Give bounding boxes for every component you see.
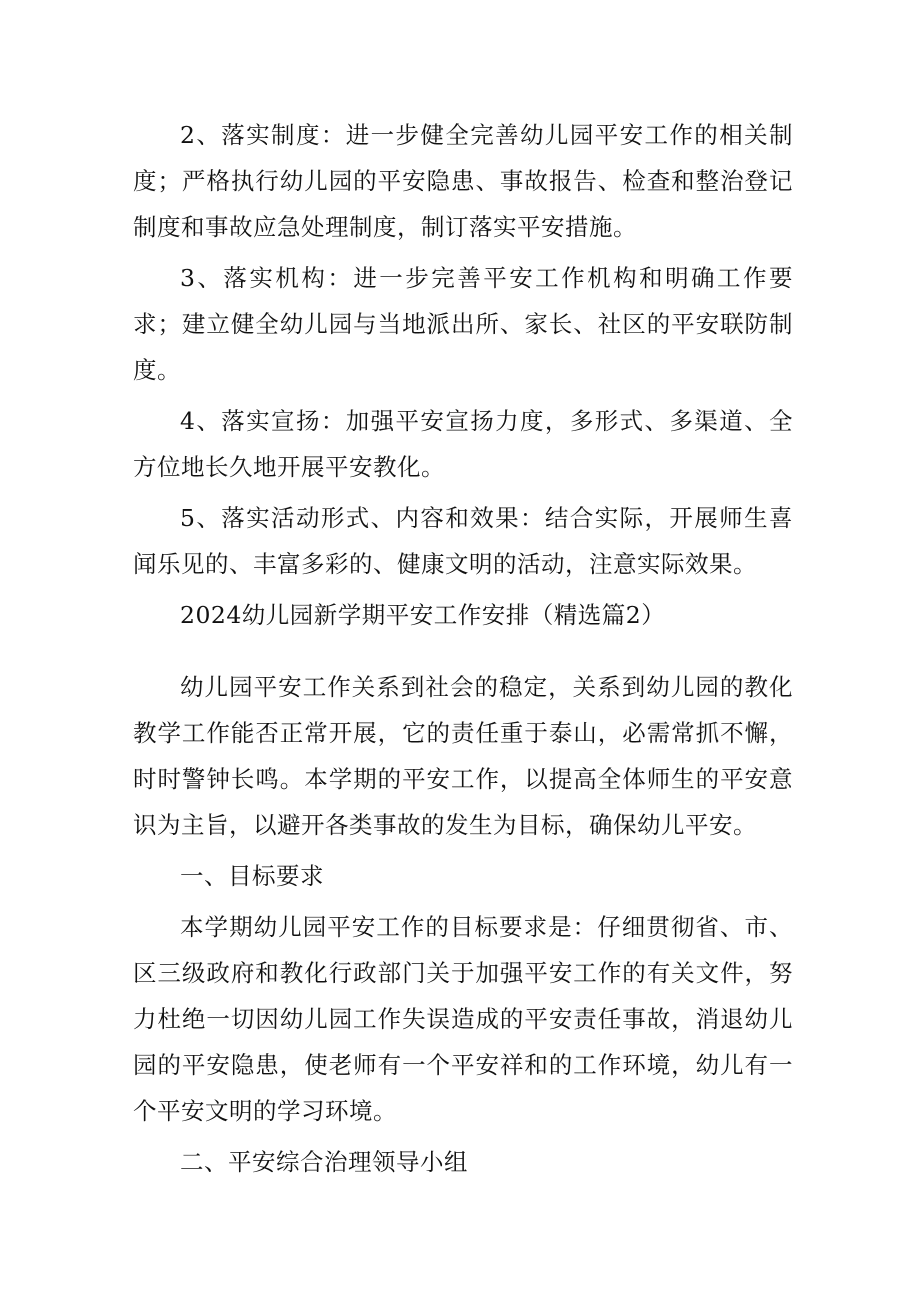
heading-goals: 一、目标要求 <box>180 862 324 890</box>
section-title: 2024幼儿园新学期平安工作安排（精选篇2） <box>180 601 666 629</box>
intro-paragraph: 幼儿园平安工作关系到社会的稳定，关系到幼儿园的教化教学工作能否正常开展，它的责任重于泰山，必需常抓不懈，时时警钟长鸣。本学期的平安工作，以提高全体师生的平安意识为主旨，以避开各类事故的发生为目标，确保幼儿平安。 <box>133 673 793 839</box>
paragraph-item-2: 2、落实制度：进一步健全完善幼儿园平安工作的相关制度；严格执行幼儿园的平安隐患、事故报告、检查和整治登记制度和事故应急处理制度，制订落实平安措施。 <box>133 121 793 241</box>
paragraph-item-3: 3、落实机构：进一步完善平安工作机构和明确工作要求；建立健全幼儿园与当地派出所、家长、社区的平安联防制度。 <box>133 264 793 384</box>
heading-leadership-group: 二、平安综合治理领导小组 <box>180 1148 468 1176</box>
goals-paragraph: 本学期幼儿园平安工作的目标要求是：仔细贯彻省、市、区三级政府和教化行政部门关于加强平安工作的有关文件，努力杜绝一切因幼儿园工作失误造成的平安责任事故，消退幼儿园的平安隐患，使老师有一个平安祥和的工作环境，幼儿有一个平安文明的学习环境。 <box>133 913 793 1125</box>
paragraph-item-4: 4、落实宣扬：加强平安宣扬力度，多形式、多渠道、全方位地长久地开展平安教化。 <box>133 407 793 481</box>
document-page <box>133 112 793 1190</box>
paragraph-item-5: 5、落实活动形式、内容和效果：结合实际，开展师生喜闻乐见的、丰富多彩的、健康文明的活动，注意实际效果。 <box>133 504 793 578</box>
